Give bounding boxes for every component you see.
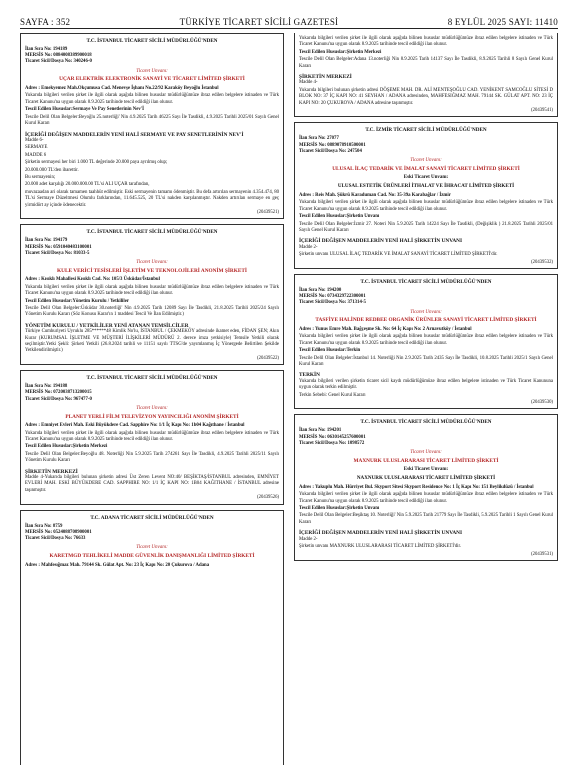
- registry-office: T.C. İSTANBUL TİCARET SİCİLİ MÜDÜRLÜĞÜ'NDEN: [86, 375, 218, 382]
- article-text: 20.000.000 TL'den ibarettir.: [25, 167, 79, 173]
- reference-code: (20439522): [257, 355, 279, 361]
- notice-body: Yukarıda bilgileri verilen şirket ile ilgili olarak aşağıda bilinen hususlar müdürlüğümüze ibraz edilen belgelere istinaden ve Türk Ticaret Kanunu'na uygun olarak 8.9.2025 tarihinde tescil edildiği ilan olunur.: [25, 284, 279, 297]
- page-header: [20, 11, 558, 27]
- mersis-number: MERSİS No: 0884008389900018: [25, 53, 92, 59]
- notice-box: [294, 122, 558, 268]
- evidence-documents: Tescile Delil Olan Belgeler:Beyoğlu 48. Noterliği Nin 5.9.2025 Tarih 274261 Sayı İle Tasdikli, 4.9.2025 Tarihli 2025/11 Sayılı Yönetim Kurulu Kararı: [25, 451, 279, 464]
- header-rule: [20, 28, 558, 29]
- reference-code: (20439541): [531, 108, 553, 114]
- trade-name: TASFİYE HALİNDE REDBEE ORGANİK ÜRÜNLER SANAYİ TİCARET LİMİTED ŞİRKETİ: [315, 317, 537, 324]
- company-address: Adres : Yakuplu Mah. Hürriyet Bul. Skyport Sitesi Skyport Residence No: 1 İç Kapı No: 151 Beylikdüzü / İstanbul: [299, 484, 534, 490]
- notice-number: İlan Sıra No: 194188: [25, 384, 68, 390]
- issue-date: 8 EYLÜL 2025 SAYI: 11410: [447, 17, 558, 27]
- mersis-number: MERSİS No: 0591040483100001: [25, 244, 92, 250]
- trade-name: MAXNURK ULUSLARARASI TİCARET LİMİTED ŞİRKETİ: [353, 457, 499, 464]
- registered-matters: Tescil Edilen Hususlar:Şirketin Unvanı: [299, 506, 380, 512]
- article-text: Yukarıda bilgileri verilen şirketin ticaret sicil kaydı müdürlüğümüze ibraz edilen belgelere istinaden ve Türk Ticaret Kanununa uygun olarak terkin edilmiştir.: [299, 378, 553, 391]
- trade-name: UÇAR ELEKTRİK ELEKTRONİK SANAYİ VE TİCARET LİMİTED ŞİRKETİ: [59, 76, 245, 83]
- trade-name-label: Ticaret Unvanı:: [410, 158, 442, 164]
- trade-name: ULUSAL İLAÇ TEDARİK VE İMALAT SANAYİ TİCARET LİMİTED ŞİRKETİ: [332, 165, 520, 172]
- trade-name: PLANET YERLİ FİLM TELEVİZYON YAYINCILIĞI ANONİM ŞİRKETİ: [65, 413, 239, 420]
- left-column: [20, 33, 284, 765]
- registered-matters: Tescil Edilen Hususlar:Şirketin Merkezi: [25, 444, 108, 450]
- notice-number: İlan Sıra No: 27077: [299, 136, 339, 142]
- registered-matters: Tescil Edilen Hususlar:Şirketin Unvanı: [299, 214, 380, 220]
- article-text: Yukarıda bilgileri bulunan şirketin adresi DÖŞEME MAH. DR. ALİ MENTEŞOĞLU CAD. YENİKENT SAMCOĞLU SİTESİ D BLOK NO: 37 İÇ KAPI NO: 41 SEYHAN / ADANA adresinden, MAHFESIĞMAZ MAH. 79144 SK. GÜLAT APT. NO: 23 İÇ KAPI NO: 20 ÇUKUROVA / ADANA adresine taşınmıştır.: [299, 87, 553, 106]
- trade-name-label: Ticaret Unvanı:: [136, 68, 168, 74]
- notice-box: [294, 33, 558, 117]
- section-heading: ŞİRKETİN MERKEZİ: [299, 74, 352, 81]
- company-address: Adres : Yunus Emre Mah. Bağçeşme Sk. No: 64 İç Kapı No: 2 Arnavutköy / İstanbul: [299, 326, 472, 332]
- gazette-title: TÜRKİYE TİCARET SİCİLİ GAZETESİ: [179, 17, 339, 27]
- notice-number: İlan Sıra No: 194201: [299, 428, 342, 434]
- notice-body: Yukarıda bilgileri verilen şirket ile ilgili olarak aşağıda bilinen hususlar müdürlüğümüze ibraz edilen belgelere istinaden ve Türk Ticaret Kanunu'na uygun olarak 8.9.2025 tarihinde tescil edildiği ilan olunur.: [299, 200, 553, 212]
- section-heading: TERKİN: [299, 372, 320, 379]
- company-address: Adres : Emekyemez Mah.Okçumusa Cad. Menevşe İşhanı No.22/92 Karaköy Beyoğlu İstanbul: [25, 85, 219, 91]
- article-text: Madde 2-: [299, 244, 318, 250]
- evidence-documents: Tescile Delil Olan Belgeler:Adana 13.noterliği Nin 8.9.2025 Tarih 14137 Sayı İle Tasdikli, 8.9.2025 Tarihli 8 Sayılı Genel Kurul Kararı: [299, 57, 553, 69]
- trade-name: KULE VERİCİ TESİSLERİ İŞLETİM VE TEKNOLOJİLERİ ANONİM ŞİRKETİ: [57, 267, 247, 274]
- notice-box: [20, 224, 284, 365]
- registry-office: T.C. İSTANBUL TİCARET SİCİLİ MÜDÜRLÜĞÜ'NDEN: [360, 278, 492, 285]
- registry-file-number: Ticaret Sicil/Dosya No: 76633: [25, 536, 86, 542]
- mersis-number: MERSİS No: 0524088708900001: [25, 529, 92, 535]
- notice-body: Yukarıda bilgileri verilen şirket ile ilgili olarak aşağıda bilinen hususlar müdürlüğümüze ibraz edilen belgelere istinaden ve Türk Ticaret Kanunu'na uygun olarak 8.9.2025 tarihinde tescil edildiği ilan olunur.: [299, 36, 553, 48]
- article-text: Şirketin sermayesi her biri 1.000 TL değerinde 20.000 paya ayrılmış olup;: [25, 160, 168, 166]
- company-address: Adres : Mahfesığmaz Mah. 79144 Sk. Gülat Apt. No: 23 İç Kapı No: 20 Çukurova / Adana: [25, 562, 210, 568]
- article-text: Madde 4-: [299, 80, 318, 86]
- article-text: Madde 6-: [25, 137, 44, 143]
- trade-name-label: Ticaret Unvanı:: [136, 405, 168, 411]
- mersis-number: MERSİS No: 0720038713200015: [25, 390, 92, 396]
- page-number: SAYFA : 352: [20, 17, 71, 27]
- notice-number: İlan Sıra No: 8759: [25, 523, 63, 529]
- registry-file-number: Ticaret Sicil/Dosya No: 247504: [299, 148, 362, 154]
- mersis-number: MERSİS No: 0734329722300001: [299, 294, 366, 300]
- registered-matters: Tescil Edilen Hususlar:Sermaye Ve Pay Senetlerinin Nev'İ: [25, 107, 144, 113]
- notice-box: [20, 33, 284, 219]
- company-address: Adres : Kısıklı Mahallesi Kısıklı Cad. No: 105/3 Üsküdar/İstanbul: [25, 277, 160, 283]
- company-address: Adres : Emniyet Evleri Mah. Eski Büyükdere Cad. Sapphire No: 1/1 İç Kapı No: 1b04 Kağıthane / İstanbul: [25, 423, 245, 429]
- former-trade-name: NAXNURK ULUSLARARASI TİCARET LİMİTED ŞİRKETİ: [356, 474, 496, 481]
- evidence-documents: Tescile Delil Olan Belgeler:Beşiktaş 10. Noterliği' Nin 5.9.2025 Tarih 21779 Sayı İle Tasdikli, 5.9.2025 Tarihli 1 Sayılı Genel Kurul Kararı: [299, 513, 553, 525]
- notice-box: [20, 510, 284, 765]
- trade-name-label: Ticaret Unvanı:: [410, 450, 442, 455]
- section-heading: İÇERİĞİ DEĞİŞEN MADDELERİN YENİ HALİ ŞİRKETİN UNVANI: [299, 530, 463, 537]
- mersis-number: MERSİS No: 0889078910500001: [299, 142, 366, 148]
- notice-box: [294, 414, 558, 560]
- article-text: Türkiye Cumhuriyeti Uyruklu 285******48 Kimlik No'lu, İSTANBUL / ÇEKMEKÖY adresinde ikamet eden, FİDAN ŞEN; Akın Kurar (KURUMSAL İŞLETME VE MÜŞTERİ İLİŞKİLERİ MÜDÜRÜ 2. derece imza yetkisiyle) Temsile Yetkili olarak seçilmiştir.Yetki Şekli: Şirketi Yetkili (26.8.2024 tarihli ve 11151 sayılı TTSG'de yayımlanmış İç Yönergede Belirtilen Şekilde Yetkilendirilmiştir.): [25, 329, 279, 354]
- right-column: [294, 33, 558, 765]
- registry-file-number: Ticaret Sicil/Dosya No: 1098572: [299, 440, 365, 446]
- trade-name: KARETMGD TEHLİKELİ MADDE GÜVENLİK DANIŞMANLIĞI LİMİTED ŞİRKETİ: [49, 552, 255, 559]
- article-text: Bu sermayenin;: [25, 174, 56, 180]
- trade-name-label: Ticaret Unvanı:: [410, 309, 442, 315]
- trade-name-label: Ticaret Unvanı:: [136, 260, 168, 266]
- notice-number: İlan Sıra No: 194200: [299, 287, 342, 293]
- article-text: Madde 4-Yukarıda bilgileri bulunan şirketin adresi Üst Zeren Levent NO:40/ BEŞİKTAŞ/İSTANBUL adresinden, EMNİYET EVLERİ MAH. ESKİ BÜYÜKDERE CAD. SAPPHIRE NO: 1/1 İÇ KAPI NO: 1B04 KAĞITHANE / İSTANBUL adresine taşınmıştır.: [25, 475, 279, 493]
- evidence-documents: Tescile Delil Olan Belgeler:Beyoğlu 25.noterliği' Nin 4.9.2025 Tarih 46225 Sayı İle Tasdikli, 4.9.2025 Tarihli 2025/01 Sayılı Genel Kurul Kararı: [25, 114, 279, 127]
- notice-box: [294, 274, 558, 409]
- registry-file-number: Ticaret Sicil/Dosya No: 340246-0: [25, 59, 92, 65]
- registry-office: T.C. İZMİR TİCARET SİCİLİ MÜDÜRLÜĞÜ'NDEN: [365, 127, 487, 134]
- article-text: MADDE 6: [25, 152, 47, 158]
- section-heading: İÇERİĞİ DEĞİŞEN MADDELERİN YENİ HALİ ŞİRKETİN UNVANI: [299, 238, 463, 245]
- notice-body: Yukarıda bilgileri verilen şirket ile ilgili olarak aşağıda bilinen hususlar müdürlüğümüze ibraz edilen belgelere istinaden ve Türk Ticaret Kanunu'na uygun olarak 8.9.2025 tarihinde tescil edildiği ilan olunur.: [299, 334, 553, 346]
- company-address: Adres : Reis Mah. Şükrü Karaduman Cad. No: 35-39a Karabağlar / İzmir: [299, 192, 451, 198]
- notice-body: Yukarıda bilgileri verilen şirket ile ilgili olarak aşağıda bilinen hususlar müdürlüğümüze ibraz edilen belgelere istinaden ve Türk Ticaret Kanunu'na uygun olarak 8.9.2025 tarihinde tescil edildiği ilan olunur.: [25, 430, 279, 442]
- columns: [20, 33, 558, 765]
- notice-number: İlan Sıra No: 194189: [25, 46, 68, 52]
- notice-box: [20, 370, 284, 504]
- trade-name-label: Ticaret Unvanı:: [136, 545, 168, 551]
- former-trade-name-label: Eski Ticaret Unvanı:: [403, 175, 449, 181]
- article-text: Şirketin unvanı ULUSAL İLAÇ TEDARİK VE İMALAT SANAYİ TİCARET LİMİTED ŞİRKETİ'dir.: [299, 252, 498, 258]
- registry-file-number: Ticaret Sicil/Dosya No: 967477-0: [25, 396, 92, 402]
- registry-office: T.C. İSTANBUL TİCARET SİCİLİ MÜDÜRLÜĞÜ'NDEN: [86, 38, 218, 44]
- registered-matters: Tescil Edilen Hususlar:Terkin: [299, 348, 361, 354]
- section-heading: İÇERİĞİ DEĞİŞEN MADDELERİN YENİ HALİ SERMAYE VE PAY SENETLERİNİN NEV'İ: [25, 131, 244, 138]
- registry-file-number: Ticaret Sicil/Dosya No: 371314-5: [299, 300, 366, 306]
- reference-code: (20439521): [257, 210, 279, 216]
- registry-office: T.C. ADANA TİCARET SİCİLİ MÜDÜRLÜĞÜ'NDEN: [90, 514, 214, 521]
- registered-matters: Tescil Edilen Hususlar:Şirketin Merkezi: [299, 49, 382, 55]
- reference-code: (20439526): [257, 495, 279, 501]
- section-heading: ŞİRKETİN MERKEZİ: [25, 468, 78, 475]
- article-text: 20.000 adet karşılığı 20.000.000.00 TL'si ALI UÇAR tarafından,: [25, 182, 150, 188]
- article-text: Madde 2-: [299, 536, 318, 542]
- evidence-documents: Tescile Delil Olan Belgeler:İzmir 27. Noteri Nin 5.9.2025 Tarih 14224 Sayı İle Tasdikli, (Değişiklik ) 21.8.2025 Tarihli 2025/01 Sayılı Genel Kurul Kararı: [299, 221, 553, 234]
- evidence-documents: Tescile Delil Olan Belgeler:Üsküdar 30.noterliği' Nin 4.9.2025 Tarih 12089 Sayı İle Tasdikli, 21.8.2025 Tarihli 2025/24 Sayılı Yönetim Kurulu Kararı (Söz Konusu Karar'ın 1 maddesi Tescil Ve İlan Edilmiştir.): [25, 306, 279, 318]
- notice-number: İlan Sıra No: 194179: [25, 238, 68, 244]
- registry-office: T.C. İSTANBUL TİCARET SİCİLİ MÜDÜRLÜĞÜ'NDEN: [86, 229, 218, 236]
- reference-code: (20439530): [531, 400, 553, 406]
- mersis-number: MERSİS No: 0630145257600001: [299, 434, 366, 440]
- article-text: SERMAYE: [25, 145, 48, 151]
- notice-body: Yukarıda bilgileri verilen şirket ile ilgili olarak aşağıda bilinen hususlar müdürlüğümüze ibraz edilen belgelere istinaden ve Türk Ticaret Kanunu'na uygun olarak 8.9.2025 tarihinde tescil edildiği ilan olunur.: [25, 93, 279, 105]
- article-text: Şirketin unvanı MAXNURK ULUSLARARASI TİCARET LİMİTED ŞİRKETİ'dir.: [299, 544, 462, 550]
- article-text: Terkin Sebebi: Genel Kurul Kararı: [299, 392, 366, 398]
- section-heading: YÖNETİM KURULU / YETKİLİLER YENİ ATANAN TEMSİLCİLER: [25, 322, 189, 329]
- reference-code: (20439531): [531, 551, 553, 557]
- registry-file-number: Ticaret Sicil/Dosya No: 81033-5: [25, 250, 90, 256]
- evidence-documents: Tescile Delil Olan Belgeler:İstanbul 14. Noterliği Nin 2.9.2025 Tarih 2435 Sayı İle Tasdikli, 10.8.2025 Tarihli 2025/1 Sayılı Genel Kurul Kararı: [299, 355, 553, 367]
- former-trade-name: ULUSAL ESTETİK ÜRÜNLERİ İTHALAT VE İHRACAT LİMİTED ŞİRKETİ: [337, 183, 515, 190]
- registry-office: T.C. İSTANBUL TİCARET SİCİLİ MÜDÜRLÜĞÜ'NDEN: [360, 419, 492, 426]
- former-trade-name-label: Eski Ticaret Unvanı:: [403, 467, 449, 473]
- notice-body: Yukarıda bilgileri verilen şirket ile ilgili olarak aşağıda bilinen hususlar müdürlüğümüze ibraz edilen belgelere istinaden ve Türk Ticaret Kanunu'na uygun olarak 8.9.2025 tarihinde tescil edildiği ilan olunur.: [299, 492, 553, 504]
- article-text: muvazaadan ari olarak tamamen taahhüt edilmiştir. Eski sermayenin tamamı ödenmiştir. Bu defa artırılan sermayenin 4.354.474, 80 TL'si Sermaye Düzeltmesi Olumlu farklarından, 11.645.525, 20 TL'si nakden karşılanmıştır. Nakden artırılan sermaye en geç yirmidört ay içinde ödenecektir.: [25, 189, 279, 208]
- registered-matters: Tescil Edilen Hususlar:Yönetim Kurulu / Yetkililer: [25, 298, 129, 304]
- reference-code: (20439532): [531, 259, 553, 265]
